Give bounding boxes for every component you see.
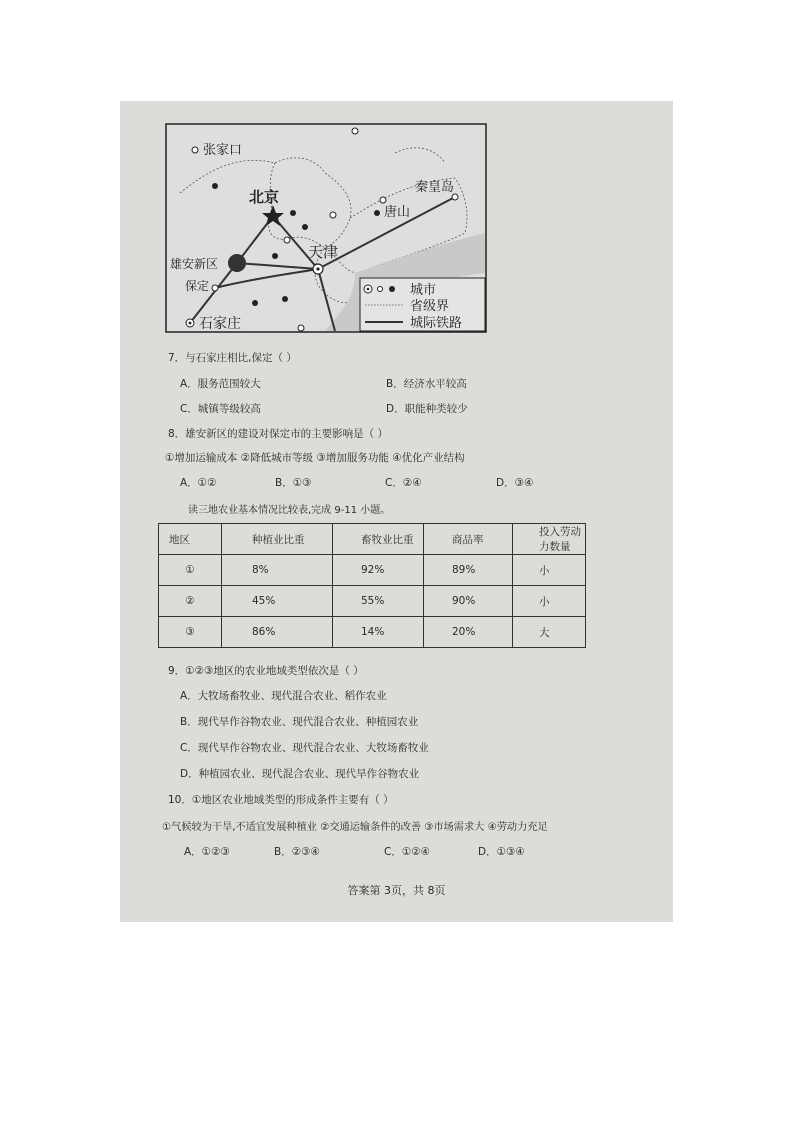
baoding-marker bbox=[212, 285, 218, 291]
q7-option-a[interactable]: A．服务范围较大 bbox=[180, 378, 261, 390]
table-row bbox=[159, 586, 586, 617]
table-cell: 小 bbox=[513, 586, 586, 617]
q9-option-c[interactable]: C．现代旱作谷物农业、现代混合农业、大牧场畜牧业 bbox=[180, 742, 429, 754]
map-legend bbox=[360, 278, 485, 331]
zhangjiakou-marker bbox=[192, 147, 198, 153]
q8-stem: 8．雄安新区的建设对保定市的主要影响是（ ） bbox=[168, 428, 389, 440]
table-cell: 大 bbox=[513, 617, 586, 648]
map-figure bbox=[165, 123, 487, 333]
agriculture-table bbox=[158, 523, 586, 648]
q9-option-d[interactable]: D．种植园农业、现代混合农业、现代旱作谷物农业 bbox=[180, 768, 420, 780]
table-cell: ① bbox=[159, 555, 222, 586]
zhangjiakou-label: 张家口 bbox=[203, 143, 243, 158]
baoding-label: 保定 bbox=[185, 279, 210, 293]
table-cell: 14% bbox=[333, 617, 424, 648]
q7-stem: 7．与石家庄相比,保定（ ） bbox=[168, 352, 297, 364]
table-intro: 读三地农业基本情况比较表,完成 9-11 小题。 bbox=[188, 505, 391, 516]
q7-option-c[interactable]: C．城镇等级较高 bbox=[180, 403, 261, 415]
shijiazhuang-label: 石家庄 bbox=[199, 316, 241, 332]
legend-rail-label: 城际铁路 bbox=[410, 316, 463, 331]
table-cell: 小 bbox=[513, 555, 586, 586]
xiongan-label: 雄安新区 bbox=[170, 257, 219, 271]
table-cell: 8% bbox=[222, 555, 333, 586]
q7-option-b[interactable]: B．经济水平较高 bbox=[386, 378, 467, 390]
table-cell: 86% bbox=[222, 617, 333, 648]
legend-city-label: 城市 bbox=[410, 283, 437, 298]
page-footer: 答案第 3页，共 8页 bbox=[347, 884, 446, 897]
legend-border-label: 省级界 bbox=[410, 299, 450, 314]
q8-option-c[interactable]: C．②④ bbox=[385, 477, 422, 489]
table-cell: ② bbox=[159, 586, 222, 617]
table-cell: 90% bbox=[424, 586, 513, 617]
xiongan-marker bbox=[228, 254, 246, 272]
table-header-row bbox=[159, 524, 586, 555]
q9-option-a[interactable]: A．大牧场畜牧业、现代混合农业、稻作农业 bbox=[180, 690, 387, 702]
table-row bbox=[159, 555, 586, 586]
q9-option-b[interactable]: B．现代旱作谷物农业、现代混合农业、种植园农业 bbox=[180, 716, 419, 728]
q10-option-c[interactable]: C．①②④ bbox=[384, 846, 431, 858]
exam-page bbox=[120, 101, 673, 922]
table-cell: 45% bbox=[222, 586, 333, 617]
table-header: 商品率 bbox=[424, 524, 513, 555]
table-cell: 20% bbox=[424, 617, 513, 648]
q10-option-d[interactable]: D．①③④ bbox=[478, 846, 525, 858]
table-header: 畜牧业比重 bbox=[333, 524, 424, 555]
table-cell: ③ bbox=[159, 617, 222, 648]
qinhuangdao-label: 秦皇岛 bbox=[415, 180, 455, 195]
q8-option-b[interactable]: B．①③ bbox=[275, 477, 312, 489]
table-row bbox=[159, 617, 586, 648]
tangshan-label: 唐山 bbox=[384, 205, 411, 220]
beijing-label: 北京 bbox=[249, 188, 280, 206]
q10-items: ①气候较为干旱,不适宜发展种植业 ②交通运输条件的改善 ③市场需求大 ④劳动力充足 bbox=[162, 822, 548, 833]
table-cell: 92% bbox=[333, 555, 424, 586]
q9-stem: 9．①②③地区的农业地域类型依次是（ ） bbox=[168, 665, 364, 677]
table-header: 投入劳动力数量 bbox=[513, 524, 586, 555]
q10-option-a[interactable]: A．①②③ bbox=[184, 846, 230, 858]
q7-option-d[interactable]: D．职能种类较少 bbox=[386, 403, 468, 415]
q8-option-d[interactable]: D．③④ bbox=[496, 477, 534, 489]
q8-option-a[interactable]: A．①② bbox=[180, 477, 217, 489]
table-header: 种植业比重 bbox=[222, 524, 333, 555]
q10-option-b[interactable]: B．②③④ bbox=[274, 846, 320, 858]
table-cell: 89% bbox=[424, 555, 513, 586]
q10-stem: 10．①地区农业地域类型的形成条件主要有（ ） bbox=[168, 794, 394, 806]
tangshan-marker bbox=[374, 210, 380, 216]
table-header: 地区 bbox=[159, 524, 222, 555]
q8-items: ①增加运输成本 ②降低城市等级 ③增加服务功能 ④优化产业结构 bbox=[165, 452, 465, 464]
table-cell: 55% bbox=[333, 586, 424, 617]
tianjin-label: 天津 bbox=[308, 243, 339, 261]
